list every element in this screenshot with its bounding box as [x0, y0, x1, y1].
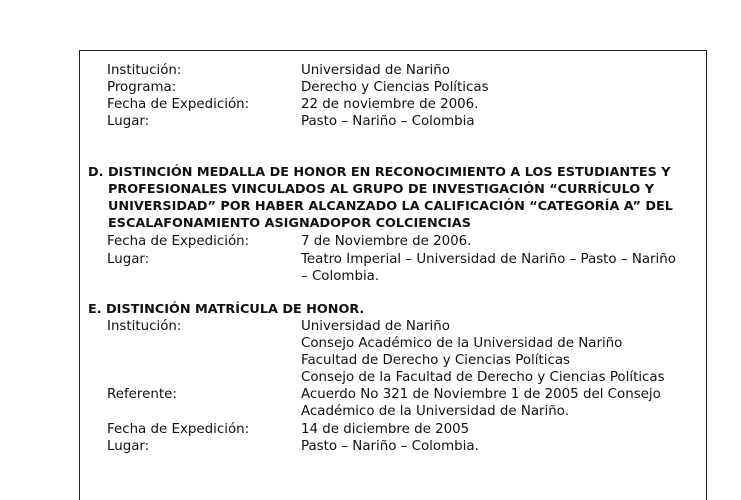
section-d-place-label: Lugar: — [107, 252, 150, 267]
section-e-referent-line-2: Académico de la Universidad de Nariño. — [301, 404, 569, 419]
section-e-date-value: 14 de diciembre de 2005 — [301, 422, 470, 437]
issue-date-label: Fecha de Expedición: — [107, 97, 250, 112]
program-value: Derecho y Ciencias Políticas — [301, 80, 489, 95]
section-e-referent-label: Referente: — [107, 387, 177, 402]
section-d-heading-line-3: UNIVERSIDAD” POR HABER ALCANZADO LA CALIFICACIÓN “CATEGORÍA A” DEL — [108, 199, 673, 214]
section-e-date-label: Fecha de Expedición: — [107, 422, 250, 437]
institution-value: Universidad de Nariño — [301, 63, 450, 78]
section-d-date-value: 7 de Noviembre de 2006. — [301, 234, 472, 249]
section-e-heading: E. DISTINCIÓN MATRÍCULA DE HONOR. — [88, 302, 365, 317]
section-e-place-value: Pasto – Nariño – Colombia. — [301, 439, 479, 454]
section-e-institution-line-1: Universidad de Nariño — [301, 319, 450, 334]
section-d-place-value-line-1: Teatro Imperial – Universidad de Nariño – Pasto – Nariño — [301, 252, 676, 267]
section-e-referent-line-1: Acuerdo No 321 de Noviembre 1 de 2005 del Consejo — [301, 387, 661, 402]
section-e-institution-line-4: Consejo de la Facultad de Derecho y Ciencias Políticas — [301, 370, 665, 385]
section-e-institution-label: Institución: — [107, 319, 182, 334]
place-label: Lugar: — [107, 114, 150, 129]
section-e-institution-line-2: Consejo Académico de la Universidad de Nariño — [301, 336, 623, 351]
section-d-heading-line-4: ESCALAFONAMIENTO ASIGNADOPOR COLCIENCIAS — [108, 216, 471, 231]
section-e-place-label: Lugar: — [107, 439, 150, 454]
section-d-date-label: Fecha de Expedición: — [107, 234, 250, 249]
issue-date-value: 22 de noviembre de 2006. — [301, 97, 479, 112]
section-d-heading-line-1: D. DISTINCIÓN MEDALLA DE HONOR EN RECONOCIMIENTO A LOS ESTUDIANTES Y — [88, 165, 671, 180]
program-label: Programa: — [107, 80, 177, 95]
place-value: Pasto – Nariño – Colombia — [301, 114, 475, 129]
section-d-heading-line-2: PROFESIONALES VINCULADOS AL GRUPO DE INVESTIGACIÓN “CURRÍCULO Y — [108, 182, 654, 197]
section-e-institution-line-3: Facultad de Derecho y Ciencias Políticas — [301, 353, 570, 368]
section-d-place-value-line-2: – Colombia. — [301, 269, 380, 284]
institution-label: Institución: — [107, 63, 182, 78]
